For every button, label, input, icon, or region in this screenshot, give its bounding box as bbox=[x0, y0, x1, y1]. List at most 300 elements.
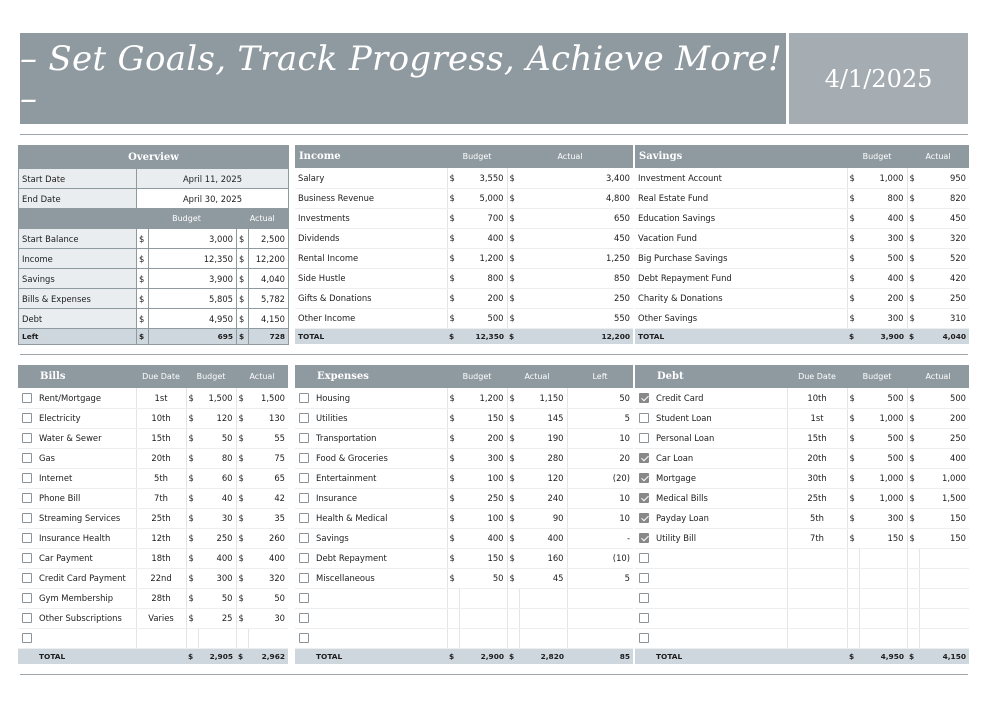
income-budget-value[interactable]: 400 bbox=[459, 228, 507, 248]
debt-actual-value[interactable]: 250 bbox=[919, 428, 969, 448]
expenses-check-header bbox=[295, 365, 313, 388]
checkbox-checked[interactable] bbox=[639, 533, 649, 543]
checkbox-unchecked[interactable] bbox=[22, 513, 32, 523]
checkbox-cell bbox=[295, 388, 313, 408]
empty-cell bbox=[919, 568, 969, 588]
debt-actual-value[interactable]: 500 bbox=[919, 388, 969, 408]
bills-budget-value[interactable]: 300 bbox=[198, 568, 236, 588]
currency-symbol: $ bbox=[907, 288, 919, 308]
currency-symbol: $ bbox=[447, 188, 459, 208]
debt-budget-value[interactable]: 500 bbox=[859, 448, 907, 468]
savings-budget-value[interactable]: 1,000 bbox=[859, 168, 907, 188]
end-date-label: End Date bbox=[19, 189, 137, 209]
bills-due-date[interactable]: 18th bbox=[136, 548, 186, 568]
banner-title: – Set Goals, Track Progress, Achieve More! – bbox=[20, 38, 782, 119]
income-row-label: Gifts & Donations bbox=[295, 288, 447, 308]
savings-budget-value[interactable]: 200 bbox=[859, 288, 907, 308]
savings-total-label: TOTAL bbox=[635, 328, 847, 344]
currency-symbol: $ bbox=[137, 289, 149, 309]
bills-row bbox=[18, 588, 288, 608]
empty-cell bbox=[859, 568, 907, 588]
bills-budget-value[interactable]: 40 bbox=[198, 488, 236, 508]
debt-actual-value[interactable]: 400 bbox=[919, 448, 969, 468]
debt-row bbox=[635, 508, 969, 528]
bills-actual-value[interactable]: 1,500 bbox=[248, 388, 288, 408]
currency-symbol: $ bbox=[447, 168, 459, 188]
savings-row-label: Vacation Fund bbox=[635, 228, 847, 248]
bills-row-label: Gas bbox=[36, 448, 136, 468]
currency-symbol: $ bbox=[447, 228, 459, 248]
income-budget-value[interactable]: 200 bbox=[459, 288, 507, 308]
checkbox-cell bbox=[18, 588, 36, 608]
currency-symbol: $ bbox=[507, 388, 519, 408]
bills-title: Bills bbox=[36, 365, 136, 388]
overview-actual-value: 4,150 bbox=[249, 309, 289, 329]
checkbox-unchecked[interactable] bbox=[299, 633, 309, 643]
income-actual-value[interactable]: 550 bbox=[519, 308, 633, 328]
expenses-budget-value[interactable]: 50 bbox=[459, 568, 507, 588]
debt-table bbox=[635, 365, 969, 664]
empty-cell bbox=[313, 628, 447, 648]
bills-row-label: Internet bbox=[36, 468, 136, 488]
overview-left-budget: 695 bbox=[149, 329, 237, 345]
checkbox-unchecked[interactable] bbox=[22, 573, 32, 583]
currency-symbol: $ bbox=[236, 648, 248, 664]
expenses-budget-value[interactable]: 400 bbox=[459, 528, 507, 548]
savings-actual-value[interactable]: 450 bbox=[919, 208, 969, 228]
checkbox-cell bbox=[635, 548, 653, 568]
bills-row bbox=[18, 568, 288, 588]
debt-due-date[interactable]: 5th bbox=[787, 508, 847, 528]
checkbox-unchecked[interactable] bbox=[299, 433, 309, 443]
checkbox-cell bbox=[635, 608, 653, 628]
checkbox-cell bbox=[18, 468, 36, 488]
debt-check-header bbox=[635, 365, 653, 388]
savings-row-label: Big Purchase Savings bbox=[635, 248, 847, 268]
empty-cell bbox=[519, 608, 567, 628]
currency-symbol: $ bbox=[236, 608, 248, 628]
income-actual-value[interactable]: 4,800 bbox=[519, 188, 633, 208]
checkbox-unchecked[interactable] bbox=[639, 573, 649, 583]
start-date-label: Start Date bbox=[19, 169, 137, 189]
income-budget-value[interactable]: 3,550 bbox=[459, 168, 507, 188]
debt-due-date[interactable]: 25th bbox=[787, 488, 847, 508]
income-budget-value[interactable]: 5,000 bbox=[459, 188, 507, 208]
currency-symbol: $ bbox=[847, 508, 859, 528]
income-budget-value[interactable]: 700 bbox=[459, 208, 507, 228]
empty-cell bbox=[653, 588, 787, 608]
empty-cell bbox=[447, 588, 459, 608]
checkbox-unchecked[interactable] bbox=[299, 513, 309, 523]
debt-actual-value[interactable]: 150 bbox=[919, 528, 969, 548]
savings-budget-value[interactable]: 500 bbox=[859, 248, 907, 268]
debt-due-date[interactable]: 7th bbox=[787, 528, 847, 548]
debt-actual-value[interactable]: 1,500 bbox=[919, 488, 969, 508]
currency-symbol: $ bbox=[137, 309, 149, 329]
currency-symbol: $ bbox=[447, 428, 459, 448]
currency-symbol: $ bbox=[237, 329, 249, 345]
currency-symbol: $ bbox=[186, 408, 198, 428]
savings-total-row bbox=[635, 328, 969, 344]
expenses-actual-value[interactable]: 280 bbox=[519, 448, 567, 468]
checkbox-checked[interactable] bbox=[639, 513, 649, 523]
bills-budget-value[interactable]: 50 bbox=[198, 588, 236, 608]
divider-middle bbox=[20, 354, 968, 355]
header-banner bbox=[20, 33, 786, 124]
bills-row bbox=[18, 428, 288, 448]
currency-symbol: $ bbox=[447, 388, 459, 408]
checkbox-unchecked[interactable] bbox=[639, 613, 649, 623]
income-budget-header: Budget bbox=[447, 145, 507, 168]
current-date: 4/1/2025 bbox=[824, 64, 933, 93]
checkbox-cell bbox=[635, 408, 653, 428]
overview-left-row bbox=[19, 329, 289, 345]
savings-actual-value[interactable]: 310 bbox=[919, 308, 969, 328]
end-date-value[interactable]: April 30, 2025 bbox=[137, 189, 289, 209]
savings-budget-value[interactable]: 800 bbox=[859, 188, 907, 208]
expenses-actual-value[interactable]: 90 bbox=[519, 508, 567, 528]
bills-actual-value[interactable]: 260 bbox=[248, 528, 288, 548]
currency-symbol: $ bbox=[186, 548, 198, 568]
income-row bbox=[295, 248, 633, 268]
checkbox-cell bbox=[18, 528, 36, 548]
bills-due-date[interactable]: 22nd bbox=[136, 568, 186, 588]
currency-symbol: $ bbox=[447, 308, 459, 328]
expenses-row bbox=[295, 448, 633, 468]
empty-cell bbox=[459, 588, 507, 608]
checkbox-unchecked[interactable] bbox=[299, 473, 309, 483]
bills-due-date[interactable]: 10th bbox=[136, 408, 186, 428]
empty-row bbox=[18, 628, 288, 648]
debt-row-label: Payday Loan bbox=[653, 508, 787, 528]
expenses-budget-value[interactable]: 100 bbox=[459, 508, 507, 528]
expenses-actual-value[interactable]: 1,150 bbox=[519, 388, 567, 408]
empty-cell bbox=[847, 628, 859, 648]
bills-due-date[interactable]: 5th bbox=[136, 468, 186, 488]
checkbox-unchecked[interactable] bbox=[22, 493, 32, 503]
savings-budget-value[interactable]: 400 bbox=[859, 268, 907, 288]
debt-due-date[interactable]: 30th bbox=[787, 468, 847, 488]
currency-symbol: $ bbox=[236, 408, 248, 428]
expenses-actual-value[interactable]: 145 bbox=[519, 408, 567, 428]
currency-symbol: $ bbox=[237, 229, 249, 249]
expenses-actual-value[interactable]: 400 bbox=[519, 528, 567, 548]
checkbox-cell bbox=[18, 408, 36, 428]
bills-actual-value[interactable]: 50 bbox=[248, 588, 288, 608]
currency-symbol: $ bbox=[447, 568, 459, 588]
bills-budget-value[interactable]: 60 bbox=[198, 468, 236, 488]
currency-symbol: $ bbox=[907, 268, 919, 288]
income-budget-value[interactable]: 1,200 bbox=[459, 248, 507, 268]
expenses-row bbox=[295, 468, 633, 488]
debt-actual-value[interactable]: 1,000 bbox=[919, 468, 969, 488]
expenses-budget-value[interactable]: 1,200 bbox=[459, 388, 507, 408]
income-row-label: Dividends bbox=[295, 228, 447, 248]
debt-due-date[interactable]: 10th bbox=[787, 388, 847, 408]
bills-due-date[interactable]: Varies bbox=[136, 608, 186, 628]
expenses-actual-value[interactable]: 160 bbox=[519, 548, 567, 568]
expenses-budget-value[interactable]: 100 bbox=[459, 468, 507, 488]
currency-symbol: $ bbox=[447, 468, 459, 488]
expenses-row-label: Health & Medical bbox=[313, 508, 447, 528]
debt-budget-value[interactable]: 300 bbox=[859, 508, 907, 528]
debt-due-date[interactable]: 20th bbox=[787, 448, 847, 468]
income-actual-value[interactable]: 3,400 bbox=[519, 168, 633, 188]
debt-budget-value[interactable]: 1,000 bbox=[859, 488, 907, 508]
currency-symbol: $ bbox=[847, 268, 859, 288]
expenses-actual-value[interactable]: 190 bbox=[519, 428, 567, 448]
empty-cell bbox=[859, 628, 907, 648]
checkbox-unchecked[interactable] bbox=[639, 433, 649, 443]
empty-cell bbox=[36, 628, 136, 648]
income-actual-value[interactable]: 250 bbox=[519, 288, 633, 308]
checkbox-unchecked[interactable] bbox=[299, 493, 309, 503]
checkbox-cell bbox=[18, 628, 36, 648]
empty-cell bbox=[18, 648, 36, 664]
bills-budget-header: Budget bbox=[186, 365, 236, 388]
checkbox-unchecked[interactable] bbox=[22, 393, 32, 403]
currency-symbol: $ bbox=[907, 228, 919, 248]
bills-actual-value[interactable]: 30 bbox=[248, 608, 288, 628]
debt-budget-value[interactable]: 500 bbox=[859, 388, 907, 408]
savings-budget-value[interactable]: 300 bbox=[859, 228, 907, 248]
currency-symbol: $ bbox=[137, 269, 149, 289]
overview-row-label: Debt bbox=[19, 309, 137, 329]
checkbox-checked[interactable] bbox=[639, 493, 649, 503]
currency-symbol: $ bbox=[507, 248, 519, 268]
currency-symbol: $ bbox=[907, 428, 919, 448]
overview-row-label: Bills & Expenses bbox=[19, 289, 137, 309]
checkbox-checked[interactable] bbox=[639, 453, 649, 463]
checkbox-unchecked[interactable] bbox=[22, 633, 32, 643]
expenses-budget-value[interactable]: 250 bbox=[459, 488, 507, 508]
savings-actual-value[interactable]: 420 bbox=[919, 268, 969, 288]
bills-due-date[interactable]: 25th bbox=[136, 508, 186, 528]
checkbox-unchecked[interactable] bbox=[22, 433, 32, 443]
empty-row bbox=[295, 608, 633, 628]
expenses-table bbox=[295, 365, 633, 664]
income-budget-value[interactable]: 500 bbox=[459, 308, 507, 328]
currency-symbol: $ bbox=[507, 208, 519, 228]
empty-cell bbox=[198, 628, 236, 648]
checkbox-unchecked[interactable] bbox=[639, 633, 649, 643]
empty-cell bbox=[847, 548, 859, 568]
debt-row-label: Mortgage bbox=[653, 468, 787, 488]
date-box bbox=[789, 33, 968, 124]
bills-actual-value[interactable]: 42 bbox=[248, 488, 288, 508]
expenses-total-actual: 2,820 bbox=[519, 648, 567, 664]
expenses-left-value: - bbox=[567, 528, 633, 548]
overview-table bbox=[18, 145, 289, 345]
checkbox-unchecked[interactable] bbox=[22, 593, 32, 603]
empty-cell bbox=[787, 608, 847, 628]
checkbox-unchecked[interactable] bbox=[639, 553, 649, 563]
debt-budget-value[interactable]: 1,000 bbox=[859, 468, 907, 488]
bills-actual-value[interactable]: 75 bbox=[248, 448, 288, 468]
debt-due-date[interactable]: 15th bbox=[787, 428, 847, 448]
empty-cell bbox=[447, 608, 459, 628]
start-date-value[interactable]: April 11, 2025 bbox=[137, 169, 289, 189]
empty-cell bbox=[859, 548, 907, 568]
bills-actual-value[interactable]: 320 bbox=[248, 568, 288, 588]
currency-symbol: $ bbox=[907, 328, 919, 344]
bills-budget-value[interactable]: 250 bbox=[198, 528, 236, 548]
savings-row bbox=[635, 168, 969, 188]
income-total-row bbox=[295, 328, 633, 344]
income-actual-value[interactable]: 850 bbox=[519, 268, 633, 288]
expenses-actual-value[interactable]: 120 bbox=[519, 468, 567, 488]
currency-symbol: $ bbox=[236, 508, 248, 528]
expenses-actual-value[interactable]: 45 bbox=[519, 568, 567, 588]
currency-symbol: $ bbox=[447, 448, 459, 468]
checkbox-unchecked[interactable] bbox=[299, 413, 309, 423]
bills-row-label: Streaming Services bbox=[36, 508, 136, 528]
checkbox-unchecked[interactable] bbox=[22, 553, 32, 563]
bills-actual-value[interactable]: 65 bbox=[248, 468, 288, 488]
currency-symbol: $ bbox=[907, 188, 919, 208]
checkbox-unchecked[interactable] bbox=[639, 593, 649, 603]
savings-row-label: Debt Repayment Fund bbox=[635, 268, 847, 288]
checkbox-unchecked[interactable] bbox=[299, 613, 309, 623]
expenses-actual-value[interactable]: 240 bbox=[519, 488, 567, 508]
income-actual-value[interactable]: 450 bbox=[519, 228, 633, 248]
currency-symbol: $ bbox=[507, 448, 519, 468]
empty-row bbox=[635, 568, 969, 588]
bills-actual-value[interactable]: 35 bbox=[248, 508, 288, 528]
expenses-budget-value[interactable]: 150 bbox=[459, 548, 507, 568]
checkbox-unchecked[interactable] bbox=[22, 413, 32, 423]
savings-actual-value[interactable]: 950 bbox=[919, 168, 969, 188]
income-row bbox=[295, 268, 633, 288]
income-actual-value[interactable]: 1,250 bbox=[519, 248, 633, 268]
bills-actual-value[interactable]: 130 bbox=[248, 408, 288, 428]
bills-due-date[interactable]: 28th bbox=[136, 588, 186, 608]
expenses-left-value: 5 bbox=[567, 408, 633, 428]
empty-cell bbox=[653, 568, 787, 588]
bills-row bbox=[18, 468, 288, 488]
checkbox-unchecked[interactable] bbox=[299, 533, 309, 543]
expenses-left-value: 10 bbox=[567, 488, 633, 508]
bills-row bbox=[18, 608, 288, 628]
expenses-left-value: (20) bbox=[567, 468, 633, 488]
checkbox-unchecked[interactable] bbox=[22, 453, 32, 463]
expenses-budget-value[interactable]: 300 bbox=[459, 448, 507, 468]
checkbox-unchecked[interactable] bbox=[22, 613, 32, 623]
bills-due-date[interactable]: 20th bbox=[136, 448, 186, 468]
bills-row bbox=[18, 488, 288, 508]
debt-title: Debt bbox=[653, 365, 787, 388]
bills-due-date[interactable]: 1st bbox=[136, 388, 186, 408]
checkbox-cell bbox=[635, 468, 653, 488]
divider-top bbox=[20, 134, 968, 135]
debt-budget-value[interactable]: 150 bbox=[859, 528, 907, 548]
checkbox-unchecked[interactable] bbox=[639, 413, 649, 423]
bills-actual-value[interactable]: 55 bbox=[248, 428, 288, 448]
checkbox-unchecked[interactable] bbox=[299, 393, 309, 403]
income-budget-value[interactable]: 800 bbox=[459, 268, 507, 288]
currency-symbol: $ bbox=[186, 588, 198, 608]
debt-due-date[interactable]: 1st bbox=[787, 408, 847, 428]
currency-symbol: $ bbox=[236, 468, 248, 488]
debt-actual-header: Actual bbox=[907, 365, 969, 388]
checkbox-unchecked[interactable] bbox=[22, 533, 32, 543]
overview-row bbox=[19, 269, 289, 289]
debt-total-actual: 4,150 bbox=[919, 648, 969, 664]
bills-budget-value[interactable]: 30 bbox=[198, 508, 236, 528]
empty-cell bbox=[919, 588, 969, 608]
empty-row bbox=[295, 628, 633, 648]
bills-due-date[interactable]: 7th bbox=[136, 488, 186, 508]
bills-budget-value[interactable]: 1,500 bbox=[198, 388, 236, 408]
bills-due-header: Due Date bbox=[136, 365, 186, 388]
savings-actual-value[interactable]: 320 bbox=[919, 228, 969, 248]
savings-budget-value[interactable]: 300 bbox=[859, 308, 907, 328]
empty-row bbox=[635, 628, 969, 648]
income-actual-value[interactable]: 650 bbox=[519, 208, 633, 228]
checkbox-cell bbox=[635, 528, 653, 548]
expenses-budget-value[interactable]: 200 bbox=[459, 428, 507, 448]
expenses-left-value: 50 bbox=[567, 388, 633, 408]
savings-actual-value[interactable]: 520 bbox=[919, 248, 969, 268]
checkbox-unchecked[interactable] bbox=[299, 553, 309, 563]
empty-cell bbox=[507, 608, 519, 628]
bills-row bbox=[18, 508, 288, 528]
debt-actual-value[interactable]: 150 bbox=[919, 508, 969, 528]
empty-cell bbox=[907, 608, 919, 628]
currency-symbol: $ bbox=[447, 508, 459, 528]
bills-row bbox=[18, 408, 288, 428]
checkbox-checked[interactable] bbox=[639, 393, 649, 403]
expenses-budget-value[interactable]: 150 bbox=[459, 408, 507, 428]
bills-budget-value[interactable]: 25 bbox=[198, 608, 236, 628]
savings-budget-value[interactable]: 400 bbox=[859, 208, 907, 228]
checkbox-unchecked[interactable] bbox=[22, 473, 32, 483]
empty-row bbox=[295, 588, 633, 608]
debt-actual-value[interactable]: 200 bbox=[919, 408, 969, 428]
checkbox-checked[interactable] bbox=[639, 473, 649, 483]
savings-actual-value[interactable]: 820 bbox=[919, 188, 969, 208]
debt-budget-value[interactable]: 500 bbox=[859, 428, 907, 448]
savings-actual-value[interactable]: 250 bbox=[919, 288, 969, 308]
overview-row-label: Income bbox=[19, 249, 137, 269]
empty-cell bbox=[635, 648, 653, 664]
currency-symbol: $ bbox=[186, 488, 198, 508]
debt-row bbox=[635, 388, 969, 408]
currency-symbol: $ bbox=[507, 408, 519, 428]
bills-due-date[interactable]: 15th bbox=[136, 428, 186, 448]
checkbox-unchecked[interactable] bbox=[299, 573, 309, 583]
checkbox-cell bbox=[295, 468, 313, 488]
checkbox-unchecked[interactable] bbox=[299, 453, 309, 463]
empty-cell bbox=[787, 588, 847, 608]
bills-actual-value[interactable]: 400 bbox=[248, 548, 288, 568]
bills-budget-value[interactable]: 400 bbox=[198, 548, 236, 568]
currency-symbol: $ bbox=[907, 648, 919, 664]
bills-check-header bbox=[18, 365, 36, 388]
bills-due-date[interactable]: 12th bbox=[136, 528, 186, 548]
checkbox-unchecked[interactable] bbox=[299, 593, 309, 603]
empty-cell bbox=[447, 628, 459, 648]
overview-title: Overview bbox=[19, 146, 289, 169]
bills-budget-value[interactable]: 50 bbox=[198, 428, 236, 448]
income-row bbox=[295, 188, 633, 208]
currency-symbol: $ bbox=[447, 408, 459, 428]
bills-budget-value[interactable]: 80 bbox=[198, 448, 236, 468]
empty-cell bbox=[136, 648, 186, 664]
currency-symbol: $ bbox=[507, 568, 519, 588]
debt-budget-value[interactable]: 1,000 bbox=[859, 408, 907, 428]
bills-budget-value[interactable]: 120 bbox=[198, 408, 236, 428]
